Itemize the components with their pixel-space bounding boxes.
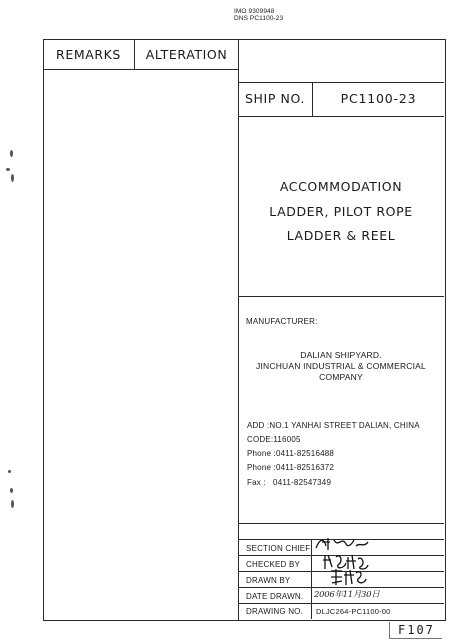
manufacturer-name-3: COMPANY — [319, 372, 363, 382]
title-line-3: LADDER & REEL — [286, 228, 396, 243]
page-stamp-text: F107 — [398, 623, 435, 637]
scan-mark — [6, 168, 10, 171]
title-block-left-border — [238, 39, 239, 620]
imo-number: IMO 9309948 — [234, 8, 275, 15]
page-stamp — [389, 622, 442, 639]
title-line-2: LADDER, PILOT ROPE — [269, 204, 413, 219]
section-chief-label: SECTION CHIEF — [246, 544, 311, 553]
drawing-no-value: DLJC264-PC1100-00 — [316, 607, 391, 616]
ship-no-label: SHIP NO. — [245, 91, 305, 106]
remarks-label: REMARKS — [56, 47, 121, 62]
ship-no-value: PC1100-23 — [340, 91, 417, 106]
manufacturer-name-2: JINCHUAN INDUSTRIAL & COMMERCIAL — [256, 361, 426, 371]
scan-mark — [10, 150, 13, 157]
manufacturer-code: CODE:116005 — [247, 435, 301, 444]
scan-mark — [8, 470, 11, 473]
drawing-frame — [43, 39, 446, 621]
scan-mark — [11, 500, 14, 508]
dns-number: DNS PC1100-23 — [234, 15, 284, 22]
manufacturer-address: ADD :NO.1 YANHAI STREET DALIAN, CHINA — [247, 421, 420, 430]
ship-row-top-line — [238, 82, 444, 83]
manufacturer-label: MANUFACTURER: — [246, 317, 318, 326]
drawn-by-label: DRAWN BY — [246, 576, 291, 585]
date-drawn-value: 2006年11月30日 — [314, 590, 380, 600]
signoff-top-line — [238, 523, 444, 524]
manufacturer-top-line — [238, 296, 444, 297]
checked-by-label: CHECKED BY — [246, 560, 301, 569]
manufacturer-name-1: DALIAN SHIPYARD. — [300, 350, 382, 360]
manufacturer-fax: Fax : 0411-82547349 — [247, 478, 332, 487]
scan-mark — [11, 174, 14, 182]
title-line-1: ACCOMMODATION — [279, 179, 403, 194]
signoff-line-5 — [238, 603, 444, 604]
ship-row-bottom-line — [238, 116, 444, 117]
drawn-by-signature — [328, 567, 368, 587]
date-drawn-label: DATE DRAWN. — [246, 592, 304, 601]
manufacturer-phone-1: Phone :0411-82516488 — [247, 449, 335, 458]
remarks-header-bottom-line — [43, 69, 238, 70]
manufacturer-phone-2: Phone :0411-82516372 — [247, 463, 335, 472]
drawing-no-label: DRAWING NO. — [246, 607, 304, 616]
scan-mark — [10, 488, 13, 493]
alteration-label: ALTERATION — [145, 47, 228, 62]
